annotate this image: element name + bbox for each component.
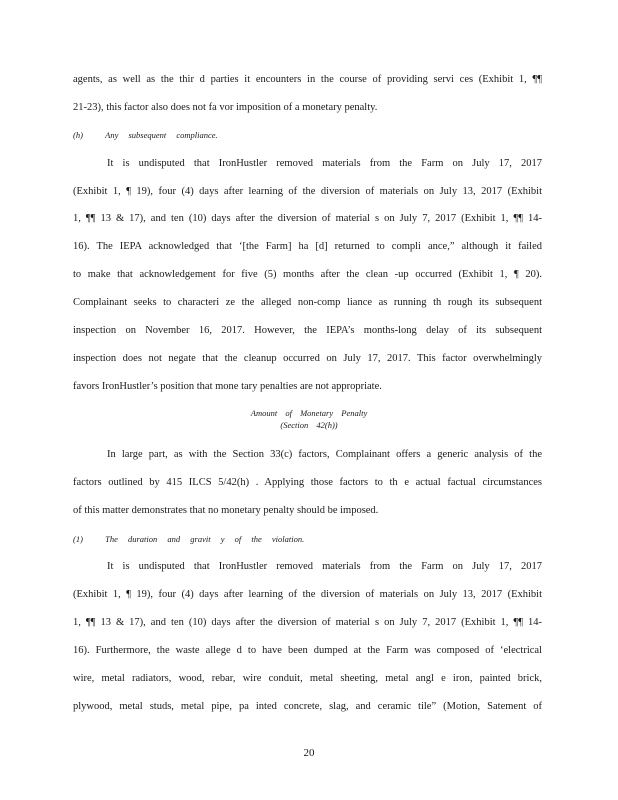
body-text-line: 1, ¶¶ 13 & 17), and ten (10) days after the diversion of material s on July 7, 2017 (Exhibit 1, ¶¶ 14-: [73, 213, 542, 224]
section-heading-amount: Amount of Monetary Penalty: [250, 408, 368, 418]
body-text-line: wire, metal radiators, wood, rebar, wire conduit, metal sheeting, metal angl e iron, painted brick,: [73, 673, 542, 684]
section-title: Any subsequent compliance.: [105, 130, 218, 140]
body-text-line: favors IronHustler’s position that mone tary penalties are not appropriate.: [73, 381, 382, 392]
body-text-line: agents, as well as the thir d parties it encounters in the course of providing servi ces (Exhibit 1, ¶¶: [73, 74, 542, 85]
section-title: The duration and gravit y of the violation.: [105, 534, 305, 544]
body-text-line: 1, ¶¶ 13 & 17), and ten (10) days after the diversion of material s on July 7, 2017 (Exhibit 1, ¶¶ 14-: [73, 617, 542, 628]
body-text-line: inspection does not negate that the cleanup occurred on July 17, 2017. This factor overwhelmingly: [73, 353, 542, 364]
body-text-line: (Exhibit 1, ¶ 19), four (4) days after learning of the diversion of materials on July 13, 2017 (Exhibit: [73, 186, 542, 197]
body-text-line: It is undisputed that IronHustler removed materials from the Farm on July 17, 2017: [107, 158, 542, 169]
body-text-line: 21-23), this factor also does not fa vor imposition of a monetary penalty.: [73, 102, 378, 113]
section-heading-1: [73, 534, 304, 544]
body-text-line: In large part, as with the Section 33(c) factors, Complainant offers a generic analysis of the: [107, 449, 542, 460]
section-number: (1): [73, 534, 83, 544]
body-text-line: It is undisputed that IronHustler removed materials from the Farm on July 17, 2017: [107, 561, 542, 572]
section-heading-h: [73, 130, 218, 140]
body-text-line: Complainant seeks to characteri ze the alleged non-comp liance as running th rough its subsequent: [73, 297, 542, 308]
body-text-line: inspection on November 16, 2017. However, the IEPA’s months-long delay of its subsequent: [73, 325, 542, 336]
body-text-line: (Exhibit 1, ¶ 19), four (4) days after learning of the diversion of materials on July 13, 2017 (Exhibit: [73, 589, 542, 600]
body-text-line: 16). The IEPA acknowledged that ‘[the Farm] ha [d] returned to compli ance,” although it failed: [73, 241, 542, 252]
body-text-line: factors outlined by 415 ILCS 5/42(h) . Applying those factors to th e actual factual circumstances: [73, 477, 542, 488]
body-text-line: plywood, metal studs, metal pipe, pa inted concrete, slag, and ceramic tile” (Motion, Satement of: [73, 701, 542, 712]
page-number: 20: [303, 747, 315, 759]
section-heading-amount-sub: (Section 42(h)): [280, 420, 338, 430]
body-text-line: 16). Furthermore, the waste allege d to have been dumped at the Farm was composed of ‘electrical: [73, 645, 542, 656]
section-number: (h): [73, 130, 83, 140]
body-text-line: of this matter demonstrates that no monetary penalty should be imposed.: [73, 505, 379, 516]
body-text-line: to make that acknowledgement for five (5) months after the clean -up occurred (Exhibit 1, ¶ 20).: [73, 269, 542, 280]
